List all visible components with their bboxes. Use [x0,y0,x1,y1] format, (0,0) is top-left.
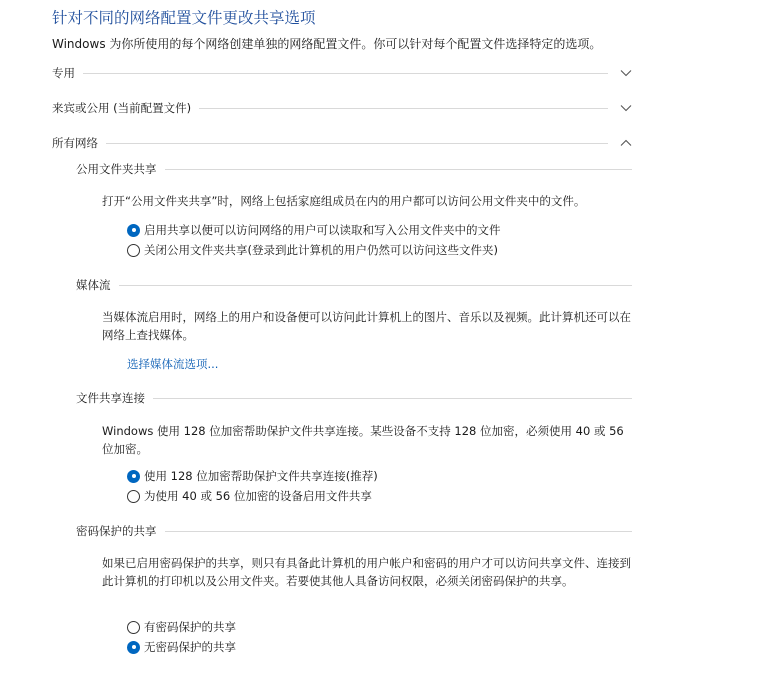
password-protected-on-option[interactable] [127,618,236,636]
divider [106,143,608,144]
public-folder-description: 打开“公用文件夹共享”时，网络上包括家庭组成员在内的用户都可以访问公用文件夹中的文件。 [102,194,586,208]
section-public-folder-sharing [76,160,632,178]
section-file-sharing-connections [76,389,632,407]
radio-button-selected[interactable] [127,224,140,237]
radio-button[interactable] [127,621,140,634]
profile-guest-public-header[interactable] [52,98,632,118]
section-heading: 文件共享连接 [76,391,145,405]
section-heading: 密码保护的共享 [76,524,157,538]
profile-all-networks-header[interactable] [52,133,632,153]
profile-all-networks-label: 所有网络 [52,136,98,150]
public-folder-disable-option[interactable] [127,241,498,259]
chevron-up-icon[interactable] [620,137,632,149]
chevron-down-icon[interactable] [620,67,632,79]
page-subtitle: Windows 为你所使用的每个网络创建单独的网络配置文件。你可以针对每个配置文件选择特定的选项。 [52,37,602,51]
divider [83,73,608,74]
radio-button-selected[interactable] [127,641,140,654]
password-protected-description: 如果已启用密码保护的共享，则只有具备此计算机的用户帐户和密码的用户才可以访问共享文件、连接到此计算机的打印机以及公用文件夹。若要使其他人具备访问权限，必须关闭密码保护的共享。 [102,556,631,588]
section-heading: 媒体流 [76,278,111,292]
encryption-128-option[interactable] [127,467,378,485]
radio-label: 无密码保护的共享 [144,640,236,654]
divider [199,108,608,109]
media-streaming-options-link[interactable]: 选择媒体流选项... [127,357,219,371]
section-password-protected-sharing [76,522,632,540]
page-title: 针对不同的网络配置文件更改共享选项 [52,9,316,27]
password-protected-off-option[interactable] [127,638,236,656]
section-heading: 公用文件夹共享 [76,162,157,176]
divider [165,531,633,532]
profile-private-header[interactable] [52,63,632,83]
radio-label: 有密码保护的共享 [144,620,236,634]
radio-button[interactable] [127,244,140,257]
radio-label: 为使用 40 或 56 位加密的设备启用文件共享 [144,489,372,503]
media-streaming-description: 当媒体流启用时，网络上的用户和设备便可以访问此计算机上的图片、音乐以及视频。此计算机还可以在网络上查找媒体。 [102,310,631,342]
public-folder-enable-option[interactable] [127,221,501,239]
radio-label: 关闭公用文件夹共享(登录到此计算机的用户仍然可以访问这些文件夹) [144,243,498,257]
radio-button[interactable] [127,490,140,503]
divider [153,398,632,399]
radio-button-selected[interactable] [127,470,140,483]
profile-guest-public-label: 来宾或公用 (当前配置文件) [52,101,192,115]
divider [119,285,633,286]
section-media-streaming [76,276,632,294]
file-sharing-description: Windows 使用 128 位加密帮助保护文件共享连接。某些设备不支持 128 位加密，必须使用 40 或 56 位加密。 [102,424,624,456]
radio-label: 使用 128 位加密帮助保护文件共享连接(推荐) [144,469,378,483]
chevron-down-icon[interactable] [620,102,632,114]
encryption-40-56-option[interactable] [127,487,372,505]
radio-label: 启用共享以便可以访问网络的用户可以读取和写入公用文件夹中的文件 [144,223,501,237]
profile-private-label: 专用 [52,66,75,80]
divider [165,169,633,170]
